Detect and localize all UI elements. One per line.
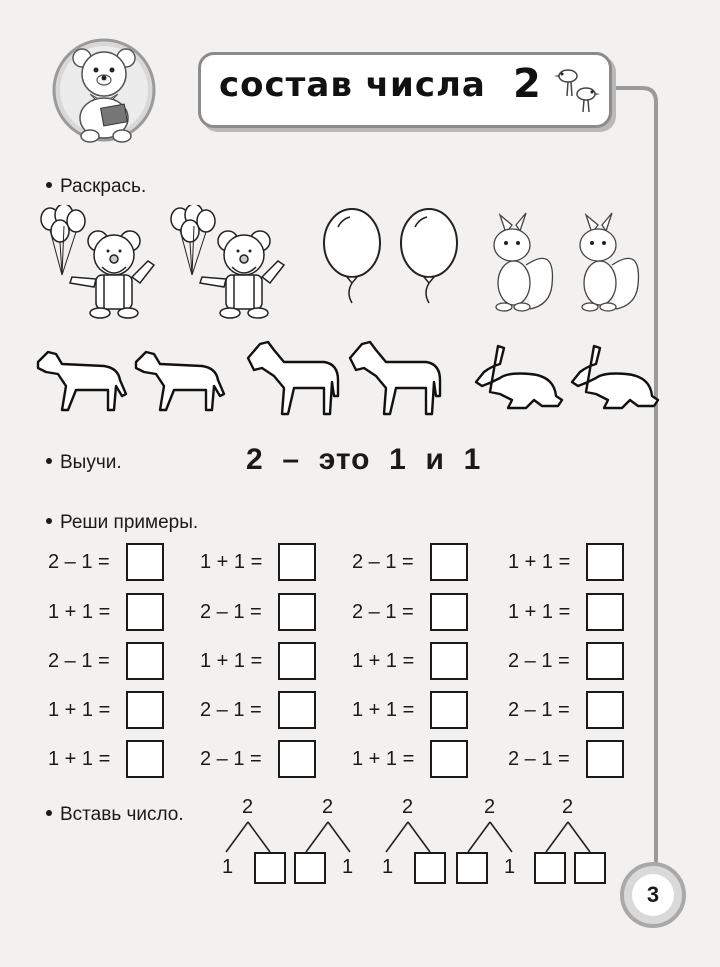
bullet-icon [46,182,52,188]
exercise-expression: 2 – 1 = [508,649,570,672]
answer-box[interactable] [126,543,164,581]
exercise-expression: 2 – 1 = [352,600,414,623]
section-learn-label [46,452,122,474]
exercise-item [48,640,164,682]
horse-icon[interactable] [244,340,342,416]
exercise-expression: 1 + 1 = [48,747,111,770]
exercise-item [200,738,316,780]
section-insert-label [46,804,184,826]
section-solve-text: Реши примеры. [60,512,199,533]
horse-icon[interactable] [346,340,444,416]
exercise-expression: 2 – 1 = [352,550,414,573]
bullet-icon [46,518,52,524]
answer-box[interactable] [430,543,468,581]
bond-left-box[interactable] [294,852,326,884]
section-insert-text: Вставь число. [60,804,184,825]
bond-top-number: 2 [402,796,414,818]
exercise-item [352,591,468,633]
answer-box[interactable] [430,691,468,729]
answer-box[interactable] [586,740,624,778]
answer-box[interactable] [586,593,624,631]
balloon-icon[interactable] [397,205,461,305]
exercise-item [48,541,164,583]
exercise-item [508,689,624,731]
answer-box[interactable] [586,642,624,680]
exercise-item [352,640,468,682]
exercise-item [508,591,624,633]
exercise-item [508,541,624,583]
exercise-item [200,640,316,682]
exercise-item [200,541,316,583]
exercise-expression: 1 + 1 = [200,550,263,573]
exercise-expression: 2 – 1 = [508,698,570,721]
balloon-icon[interactable] [320,205,384,305]
rabbit-icon[interactable] [566,342,660,412]
squirrel-icon[interactable] [572,205,644,317]
exercise-expression: 2 – 1 = [200,747,262,770]
bond-right-box[interactable] [414,852,446,884]
exercise-expression: 1 + 1 = [48,698,111,721]
exercise-expression: 1 + 1 = [508,550,571,573]
exercise-item [48,591,164,633]
section-color-label [46,176,146,198]
clown-icon[interactable] [36,205,166,323]
exercise-expression: 1 + 1 = [352,649,415,672]
page-title-number: 2 [513,61,541,107]
exercise-item [508,738,624,780]
answer-box[interactable] [126,593,164,631]
answer-box[interactable] [586,691,624,729]
exercise-expression: 1 + 1 = [352,747,415,770]
bullet-icon [46,458,52,464]
bond-left-number: 1 [382,856,394,878]
birds-icon [548,62,600,114]
learn-equation: 2 – это 1 и 1 [246,443,482,476]
exercise-item [48,738,164,780]
bond-right-box[interactable] [254,852,286,884]
bond-right-box[interactable] [574,852,606,884]
bond-left-box[interactable] [534,852,566,884]
clown-icon[interactable] [166,205,296,323]
exercise-item [200,689,316,731]
answer-box[interactable] [126,691,164,729]
bond-top-number: 2 [242,796,254,818]
exercise-item [508,640,624,682]
exercise-item [352,738,468,780]
exercise-expression: 2 – 1 = [508,747,570,770]
answer-box[interactable] [278,593,316,631]
answer-box[interactable] [278,691,316,729]
exercise-expression: 2 – 1 = [200,600,262,623]
bond-left-number: 1 [222,856,234,878]
answer-box[interactable] [586,543,624,581]
exercise-item [352,541,468,583]
exercise-expression: 1 + 1 = [352,698,415,721]
exercise-expression: 1 + 1 = [200,649,263,672]
dog-icon[interactable] [34,346,128,414]
bond-right-number: 1 [504,856,516,878]
page-title: состав числа [219,65,486,105]
bond-top-number: 2 [484,796,496,818]
exercise-expression: 2 – 1 = [48,649,110,672]
section-solve-label [46,512,198,534]
exercise-expression: 2 – 1 = [48,550,110,573]
exercise-expression: 1 + 1 = [508,600,571,623]
answer-box[interactable] [430,593,468,631]
answer-box[interactable] [278,543,316,581]
exercise-item [48,689,164,731]
bond-right-number: 1 [342,856,354,878]
bond-left-box[interactable] [456,852,488,884]
answer-box[interactable] [278,740,316,778]
exercise-item [352,689,468,731]
section-color-text: Раскрась. [60,176,147,197]
bullet-icon [46,810,52,816]
page-number: 3 [632,874,674,916]
squirrel-icon[interactable] [486,205,558,317]
bond-top-number: 2 [322,796,334,818]
answer-box[interactable] [126,740,164,778]
exercise-expression: 2 – 1 = [200,698,262,721]
answer-box[interactable] [430,740,468,778]
bear-mascot-icon [52,30,156,150]
rabbit-icon[interactable] [470,342,564,412]
answer-box[interactable] [126,642,164,680]
bond-top-number: 2 [562,796,574,818]
section-learn-text: Выучи. [60,452,122,473]
exercise-expression: 1 + 1 = [48,600,111,623]
answer-box[interactable] [278,642,316,680]
answer-box[interactable] [430,642,468,680]
exercise-item [200,591,316,633]
dog-icon[interactable] [132,346,226,414]
